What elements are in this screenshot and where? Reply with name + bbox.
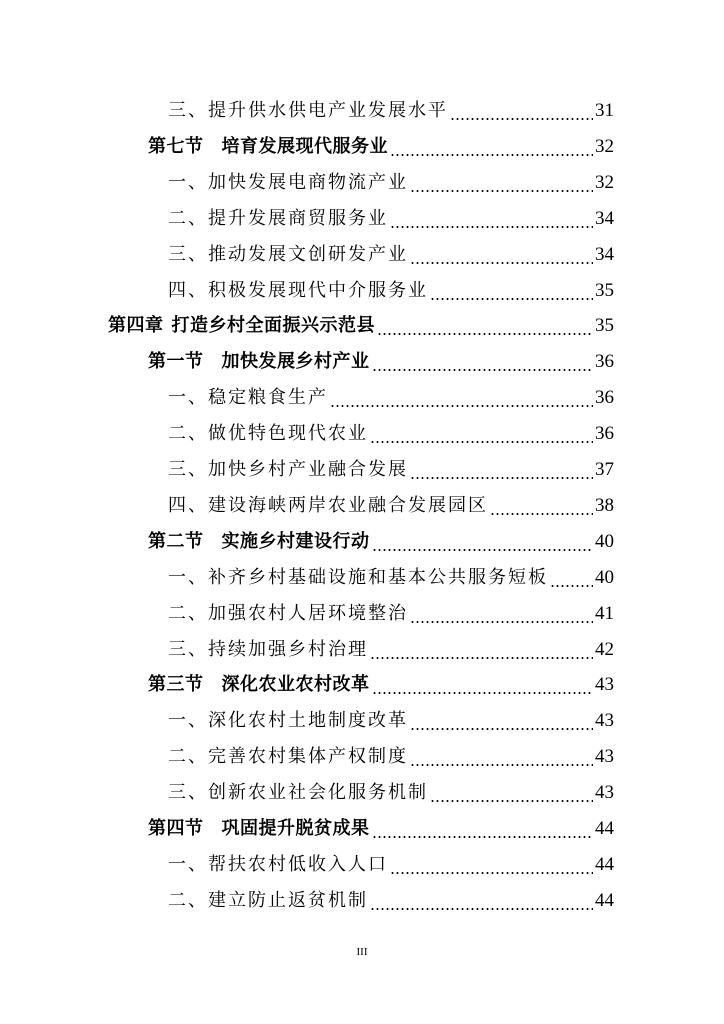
toc-entry-label: 三、提升供水供电产业发展水平 bbox=[168, 100, 448, 121]
dot-leader bbox=[370, 639, 593, 661]
toc-entry-item[interactable] bbox=[168, 559, 614, 589]
toc-page-number: 34 bbox=[595, 243, 614, 265]
dot-leader bbox=[370, 890, 593, 912]
toc-entry-label: 二、做优特色现代农业 bbox=[168, 423, 368, 445]
dot-leader bbox=[377, 315, 593, 337]
dot-leader bbox=[410, 603, 593, 625]
toc-entry-label: 二、加强农村人居环境整治 bbox=[168, 602, 408, 624]
section-number: 第一节 bbox=[148, 351, 204, 373]
page-number-footer: III bbox=[356, 946, 368, 958]
toc-page-number: 44 bbox=[595, 818, 614, 839]
toc-entry-label bbox=[148, 351, 370, 373]
section-title: 培育发展现代服务业 bbox=[221, 135, 388, 157]
toc-entry-label: 三、创新农业社会化服务机制 bbox=[168, 782, 428, 804]
dot-leader bbox=[430, 782, 593, 804]
toc-page-number: 40 bbox=[595, 566, 614, 588]
toc-page-number: 43 bbox=[595, 746, 614, 768]
toc-entry-label: 三、加快乡村产业融合发展 bbox=[168, 459, 408, 480]
toc-entry-label bbox=[148, 531, 370, 553]
toc-entry-section[interactable] bbox=[148, 523, 614, 553]
dot-leader bbox=[410, 172, 593, 194]
toc-page-number: 42 bbox=[595, 638, 614, 660]
section-title: 巩固提升脱贫成果 bbox=[221, 818, 370, 839]
toc-page-number: 37 bbox=[595, 459, 614, 480]
toc-entry-label bbox=[148, 818, 370, 840]
toc-entry-item[interactable] bbox=[168, 846, 614, 876]
toc-entry-label bbox=[148, 674, 370, 696]
chapter-number: 第四章 bbox=[108, 315, 164, 337]
toc-entry-section[interactable] bbox=[148, 810, 614, 840]
toc-page-number: 38 bbox=[595, 494, 614, 516]
toc-entry-section[interactable] bbox=[148, 128, 614, 158]
toc-entry-item[interactable] bbox=[168, 451, 614, 481]
dot-leader bbox=[410, 710, 593, 732]
dot-leader bbox=[410, 746, 593, 768]
toc-page-number: 36 bbox=[595, 423, 614, 445]
toc-entry-item[interactable] bbox=[168, 702, 614, 732]
toc-entry-item[interactable] bbox=[168, 487, 614, 517]
toc-page-number: 40 bbox=[595, 530, 614, 552]
toc-entry-chapter[interactable] bbox=[108, 307, 614, 337]
toc-page-number: 43 bbox=[595, 782, 614, 804]
dot-leader bbox=[372, 818, 594, 840]
toc-entry-section[interactable] bbox=[148, 343, 614, 373]
toc-page-number: 35 bbox=[595, 279, 614, 301]
toc-entry-item[interactable] bbox=[168, 272, 614, 302]
dot-leader bbox=[550, 567, 593, 589]
toc-entry-label: 一、帮扶农村低收入人口 bbox=[168, 853, 388, 875]
dot-leader bbox=[390, 854, 593, 876]
toc-page-number: 35 bbox=[595, 315, 614, 337]
section-number: 第七节 bbox=[148, 135, 204, 157]
toc-entry-item[interactable] bbox=[168, 774, 614, 804]
toc-page-number: 34 bbox=[595, 207, 614, 229]
toc-entry-item[interactable] bbox=[168, 164, 614, 194]
dot-leader bbox=[370, 423, 593, 445]
toc-entry-label: 二、提升发展商贸服务业 bbox=[168, 207, 388, 229]
toc-entry-label: 一、补齐乡村基础设施和基本公共服务短板 bbox=[168, 566, 548, 588]
toc-entry-label: 一、深化农村土地制度改革 bbox=[168, 710, 408, 732]
toc-entry-label: 二、完善农村集体产权制度 bbox=[168, 746, 408, 768]
toc-entry-item[interactable] bbox=[168, 200, 614, 230]
dot-leader bbox=[372, 674, 594, 696]
dot-leader bbox=[410, 459, 593, 481]
section-number: 第二节 bbox=[148, 530, 204, 552]
toc-page-number: 36 bbox=[595, 351, 614, 373]
toc-entry-item[interactable] bbox=[168, 236, 614, 266]
dot-leader bbox=[390, 208, 593, 230]
toc-entry-label: 二、建立防止返贫机制 bbox=[168, 889, 368, 911]
toc-page-number: 44 bbox=[595, 889, 614, 911]
dot-leader bbox=[450, 100, 593, 122]
toc-entry-item[interactable] bbox=[168, 631, 614, 661]
dot-leader bbox=[372, 531, 594, 553]
toc-page-number: 44 bbox=[595, 853, 614, 875]
toc-entry-label: 四、积极发展现代中介服务业 bbox=[168, 279, 428, 301]
toc-entry-item[interactable] bbox=[168, 738, 614, 768]
toc-entry-label: 三、推动发展文创研发产业 bbox=[168, 243, 408, 265]
section-number: 第四节 bbox=[148, 818, 204, 839]
dot-leader bbox=[430, 280, 593, 302]
toc-entry-item[interactable] bbox=[168, 595, 614, 625]
dot-leader bbox=[330, 387, 593, 409]
toc-page-number: 41 bbox=[595, 602, 614, 624]
toc-page-number: 32 bbox=[595, 171, 614, 193]
toc-page-number: 32 bbox=[595, 135, 614, 157]
section-title: 深化农业农村改革 bbox=[221, 674, 370, 696]
toc-entry-label: 四、建设海峡两岸农业融合发展园区 bbox=[168, 494, 488, 516]
toc-entry-item[interactable] bbox=[168, 882, 614, 912]
section-number: 第三节 bbox=[148, 674, 204, 696]
toc-entry-item[interactable] bbox=[168, 92, 614, 122]
toc-entry-label: 一、加快发展电商物流产业 bbox=[168, 171, 408, 193]
toc-entry-item[interactable] bbox=[168, 379, 614, 409]
toc-page-number: 43 bbox=[595, 674, 614, 696]
toc-entry-label bbox=[108, 315, 375, 337]
toc-page-number: 31 bbox=[595, 100, 614, 121]
toc-entry-label: 三、持续加强乡村治理 bbox=[168, 638, 368, 660]
dot-leader bbox=[490, 495, 593, 517]
section-title: 实施乡村建设行动 bbox=[221, 530, 370, 552]
chapter-title: 打造乡村全面振兴示范县 bbox=[171, 315, 375, 337]
toc-entry-item[interactable] bbox=[168, 415, 614, 445]
toc-page-number: 43 bbox=[595, 710, 614, 732]
dot-leader bbox=[390, 136, 593, 158]
toc-entry-label bbox=[148, 136, 388, 158]
toc-entry-section[interactable] bbox=[148, 666, 614, 696]
toc-entry-label: 一、稳定粮食生产 bbox=[168, 387, 328, 409]
toc-page-number: 36 bbox=[595, 387, 614, 409]
section-title: 加快发展乡村产业 bbox=[221, 351, 370, 373]
dot-leader bbox=[372, 351, 594, 373]
dot-leader bbox=[410, 244, 593, 266]
